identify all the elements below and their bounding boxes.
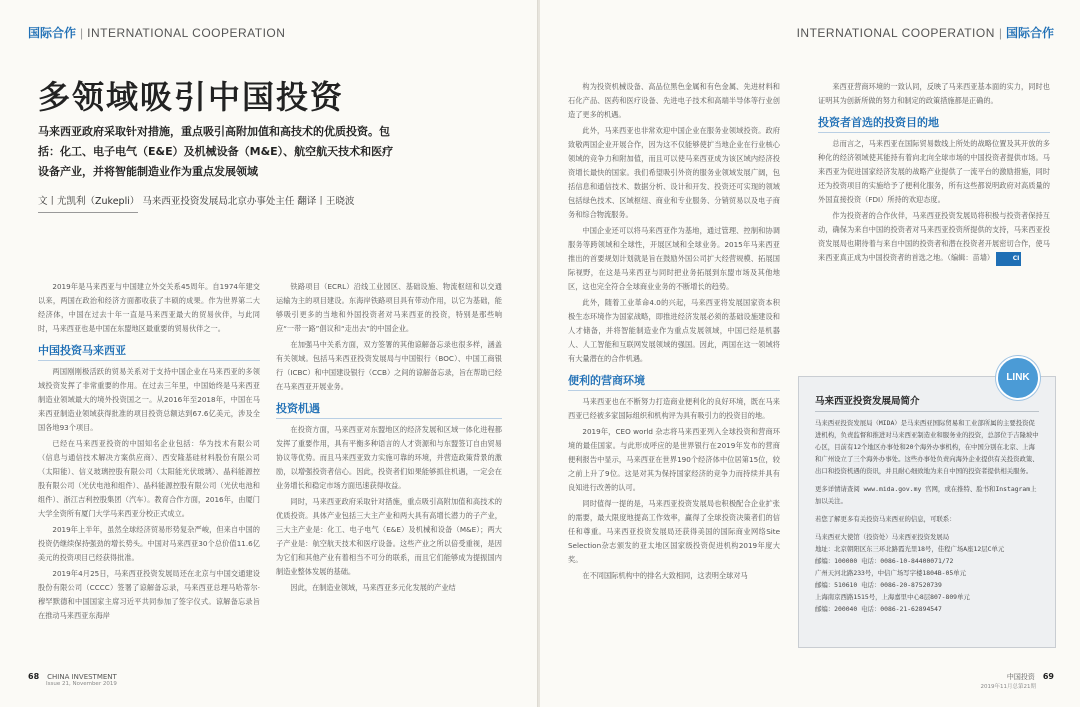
issue-info: Issue 21, November 2019 xyxy=(46,681,117,687)
section-label-en: INTERNATIONAL COOPERATION xyxy=(87,26,286,40)
byline-divider xyxy=(38,212,138,213)
subheading: 投资机遇 xyxy=(276,402,502,419)
page-number: 68 xyxy=(28,672,40,681)
section-header-left: 国际合作 | INTERNATIONAL COOPERATION xyxy=(28,26,286,40)
address-line: 广州天河北路233号，中信广场写字楼1804B-05单元 xyxy=(815,569,966,577)
left-page xyxy=(0,0,538,707)
subheading: 便利的营商环境 xyxy=(568,374,780,391)
paragraph: 构为投资机械设备、高品位黑色金属和有色金属、先进材料和石化产品、医药和医疗设备、先进电子技术和高端半导体等行业创造了更多的机遇。 xyxy=(568,82,780,119)
right-page xyxy=(540,0,1080,707)
page-number: 69 xyxy=(1042,672,1054,681)
section-label-cn: 国际合作 xyxy=(28,26,77,40)
address-line: 上海南京西路1515号，上海嘉里中心8层807-809单元 xyxy=(815,593,970,601)
link-paragraph: 马来西亚投资发展局（MIDA）是马来西亚国际贸易和工业部所属的主要投资促进机构，负责监督和推进对马来西亚制造业和服务业的投资，总部位于吉隆坡中心区，目前有12个地区办事处和20个海外办事机构，在中国分别在北京、上海和广州设立了三个海外办事处。这些办事处负责向海外企业提供有关投资政策、出口和投资机遇的资讯，并且耐心细致地为来自中国的投资者提供相关服务。 xyxy=(815,419,1039,475)
paragraph: 在不同国际机构中的排名大致相同，这表明全球对马 xyxy=(582,571,748,580)
paragraph: 两国刚刚极活跃的贸易关系对于支持中国企业在马来西亚的多领域投资发挥了非常重要的作用。在过去三年里，中国始终是马来西亚制造业领域最大的境外投资国之一。从2016年至2018年，中国在马来西亚制造业领域获得批准的项目投资总额达到67.6亿美元，涉及全国各地93个项目。 xyxy=(38,367,260,432)
paragraph: 中国企业还可以将马来西亚作为基地，通过管理、控制和协调服务等跨领域和全球性，开展区域和全球业务。2015年马来西亚推出的首要规划计划就是旨在鼓励外国公司扩大经营规模、拓展国际视野，在这是马来西亚与同时把业务拓展到东盟市场及其他地区，这也完全符合全球商业业务的不断增长的趋势。 xyxy=(568,226,780,291)
address-line: 邮编：200040 电话：0086-21-62894547 xyxy=(815,605,942,613)
paragraph xyxy=(818,209,1050,266)
paragraph: 在加强马中关系方面，双方签署的其他谅解备忘录也很多样，涵盖有关领域。包括马来西亚投资发展局与中国银行（BOC）、中国工商银行（ICBC）和中国建设银行（CCB）之间的谅解备忘录，旨在帮助已经在马来西亚开展业务。 xyxy=(276,340,502,391)
footer-right xyxy=(981,672,1055,690)
magazine-name: 中国投资 xyxy=(1006,673,1035,681)
paragraph: 已经在马来西亚投资的中国知名企业包括：华为技术有限公司（信息与通信技术解决方案供应商）、西安隆基硅材料股份有限公司（太阳能）、信义玻璃控股有限公司（太阳能光伏玻璃）、晶科能源控股有限公司（光伏电池和组件）、晶科能源控股有限公司（光伏电池和组件）、浙江吉利控股集团（汽车）。教育合作方面，2016年，由厦门大学全资所有厦门大学马来西亚分校正式成立。 xyxy=(38,439,260,518)
link-paragraph: 更多详情请查阅 www.mida.gov.my 官网，或在推特、脸书和Instagram上加以关注。 xyxy=(815,485,1037,505)
text-column-3 xyxy=(568,80,780,585)
paragraph: 2019年是马来西亚与中国建立外交关系45周年。自1974年建交以来，两国在政治和经济方面都收获了丰硕的成果。作为世界第二大经济体，中国在过去十年一直是马来西亚最大的贸易伙伴，与此同时，马来西亚也是中国在东盟地区最重要的贸易伙伴之一。 xyxy=(38,282,260,333)
paragraph: 来西亚营商环境的一致认同，反映了马来西亚基本面的实力，同时也证明其为创新所做的努力和制定的政策措施都是正确的。 xyxy=(818,82,1050,105)
link-paragraph: 若您了解更多有关投资马来西亚的信息，可联系： xyxy=(815,515,956,523)
paragraph: 总而言之，马来西亚在国际贸易数线上所处的战略位置及其开放的多种化的经济领域使其能持有着向北向全球市场的中国投资者提供市场。马来西亚为促进国家经济发展的战略产业提供了一流平台的激励措施，同时还为投资项目的实施给予了便利化服务，所有这些都说明政府对高质量的外国直接投资（FDI）所持的欢迎态度。 xyxy=(818,139,1050,204)
footer-left xyxy=(28,672,117,687)
paragraph: 因此，在制造业领域，马来西亚多元化发展的产业结 xyxy=(290,583,456,592)
article-lead: 马来西亚政府采取针对措施，重点吸引高附加值和高技术的优质投资。包括：化工、电子电气（E&E）及机械设备（M&E）、航空航天技术和医疗设备产业，并将智能制造业作为重点发展领域 xyxy=(38,125,394,178)
paragraph-text: 作为投资者的合作伙伴，马来西亚投资发展局将积极与投资者保持互动，确保为来自中国的投资者对马来西亚投资所提供的支持，马来西亚投资发展局也期待着与来自中国的投资者和潜在投资者开展密切合作，使马来西亚真正成为中国投资者的首选之地。（编辑：苗墙） xyxy=(818,211,1050,262)
link-box-divider xyxy=(815,411,1039,412)
article-byline: 文丨尤凯利（Zukepli） 马来西亚投资发展局北京办事处主任 翻译丨王晓波 xyxy=(38,196,355,207)
link-sidebar-box xyxy=(798,376,1056,648)
paragraph: 此外，马来西亚也非常欢迎中国企业在服务业领域投资。政府致敬两国企业开展合作，因为这不仅能够使扩当地企业在行业核心领域的竞争力和附加值，而且可以使马来西亚成为该区域内经济投资增长最快的国家。我们希望吸引外资的服务业领域发展广阔，包括信息和通信技术、数据分析、设计和开发、投资还可实现的领域包括绿色技术、区域枢纽、商业和专业服务、分销贸易以及电子商务和综合物流服务。 xyxy=(568,126,780,219)
magazine-name: CHINA INVESTMENT xyxy=(47,673,117,681)
text-column-2 xyxy=(276,280,502,597)
section-header-right: INTERNATIONAL COOPERATION | 国际合作 xyxy=(796,26,1054,40)
paragraph: 2019年，CEO world 杂志将马来西亚列入全球投资和营商环境的最佳国家。与此形成呼应的是世界银行在2019年发布的营商便利报告中显示，马来西亚在世界190个经济体中位居第15位，较之前上升了9位。这是对其为保持国家经济的竞争力而持续并具有良知进行改善的认可。 xyxy=(568,427,780,492)
paragraph: 铁路项目（ECRL）沿线工业园区、基础设施、物流枢纽和以交通运输为主的项目建设。东海岸铁路项目具有带动作用，以它为基础，能够吸引更多的当地和外国投资者对马来西亚的投资，特别是那些响应“一带一路”倡议和“走出去”的中国企业。 xyxy=(276,282,502,333)
issue-info: 2019年11月总第21期 xyxy=(980,684,1036,690)
address-line: 邮编：100000 电话：0086-10-84400071/72 xyxy=(815,557,954,565)
end-mark: CI xyxy=(996,252,1021,266)
paragraph: 在投资方面，马来西亚对东盟地区的经济发展和区域一体化进程都发挥了重要作用，具有平衡多种语言的人才资源和与东盟签订自由贸易协议等优势。而且马来西亚致力实施可靠的环境，并营造政策背景的激励，以增强投资者信心。因此，投资者们如果能够抓住机遇，一定会在业务增长和稳定市场方面迅速获得收益。 xyxy=(276,425,502,490)
text-column-4 xyxy=(818,80,1050,268)
subheading: 投资者首选的投资目的地 xyxy=(818,116,1050,133)
subheading: 中国投资马来西亚 xyxy=(38,344,260,361)
section-label-en: INTERNATIONAL COOPERATION xyxy=(796,26,995,40)
paragraph: 同时值得一提的是，马来西亚投资发展局也积极配合企业扩张的需要，最大限度地提高工作效率，赢得了全球投资决策者们的信任和尊重。马来西亚投资发展局还获得美国的国际商业网络Site Selection杂志颁发的亚太地区国家级投资促进机构2019年度大奖。 xyxy=(568,499,780,564)
address-line: 邮编：510610 电话：0086-20-87520739 xyxy=(815,581,942,589)
paragraph: 同时，马来西亚政府采取针对措施，重点吸引高附加值和高技术的优质投资。具体产业包括三大主产业和两大具有高增长潜力的子产业，三大主产业是：化工、电子电气（E&E）及机械和设备（M&E）；两大子产业是：航空航天技术和医疗设备。这些产业之所以倍受重视，是因为它们和其他产业有着相当不可分的联系，而且它们能够成为提振国内制造业整体发展的基础。 xyxy=(276,497,502,576)
link-box-body xyxy=(815,417,1039,615)
paragraph: 马来西亚也在不断努力打造商业便利化的良好环境，既在马来西亚已经被多家国际组织和机构评为具有吸引力的投资目的地。 xyxy=(568,397,780,420)
paragraph: 2019年上半年，虽然全球经济贸易形势复杂严峻，但来自中国的投资仍继续保持强劲的增长势头。中国对马来西亚30个总价值11.6亿美元的投资项目已经获得批准。 xyxy=(38,525,260,562)
link-badge-icon: LINK xyxy=(996,356,1040,400)
link-box-title: 马来西亚投资发展局简介 xyxy=(815,396,920,407)
address-line: 地址：北京朝阳区东三环北路霞光里18号，佳程广场A座12层C单元 xyxy=(815,545,1005,553)
section-label-cn: 国际合作 xyxy=(1005,26,1054,40)
article-headline: 多领域吸引中国投资 xyxy=(38,78,345,116)
paragraph: 2019年4月25日，马来西亚投资发展局还在北京与中国交通建设股份有限公司（CCCC）签署了谅解备忘录，马来西亚总理马哈蒂尔·穆罕默德和中国国家主席习近平共同参加了签字仪式。谅解备忘录旨在推动马来西亚东海岸 xyxy=(38,569,260,620)
address-line: 马来西亚大使馆（投资处）马来西亚投资发展局 xyxy=(815,533,950,541)
paragraph: 此外，随着工业革命4.0的兴起，马来西亚将发展国家资本积极生态环境作为国家战略，即推进经济发展必须的基础设施建设和人才储备，并将智能制造业作为重点发展领域，中国已经是机器人、人工智能和互联网发展领域的强国。因此，两国在这一领域将有大量潜在的合作机遇。 xyxy=(568,298,780,363)
text-column-1 xyxy=(38,280,260,625)
